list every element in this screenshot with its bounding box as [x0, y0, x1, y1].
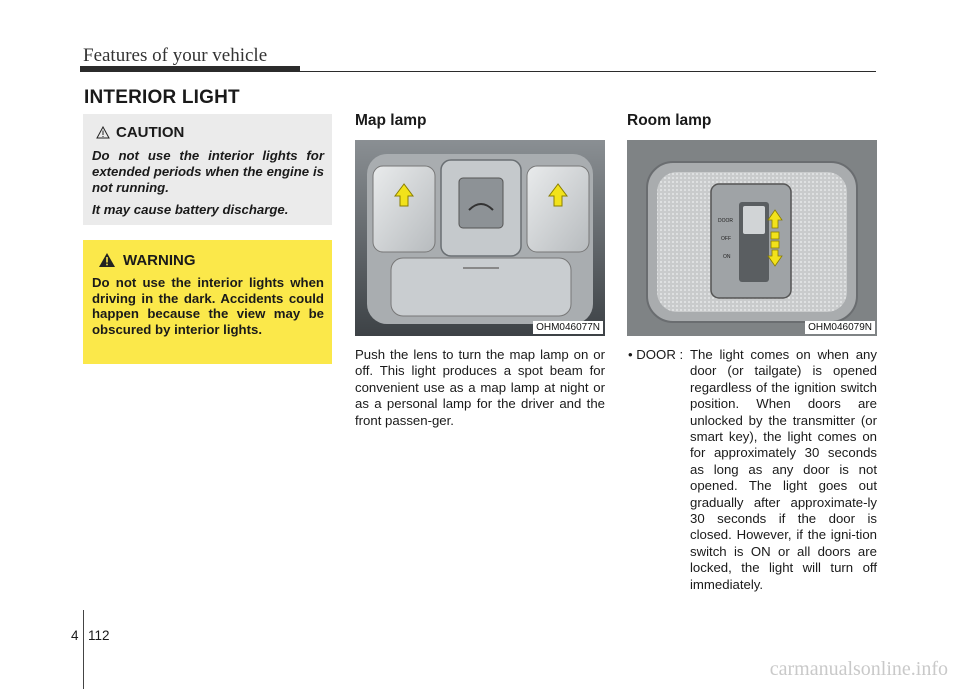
map-lamp-image-code: OHM046077N	[533, 321, 603, 334]
section-title: INTERIOR LIGHT	[84, 87, 240, 108]
map-lamp-photo	[355, 140, 605, 336]
watermark: carmanualsonline.info	[769, 658, 948, 680]
warning-text: Do not use the interior lights when driving in the dark. Accidents could happen because the view may be obscured by interior lights.	[92, 275, 324, 337]
caution-box	[83, 114, 332, 225]
caution-triangle-icon	[96, 126, 110, 139]
map-lamp-illustration	[355, 140, 605, 336]
caution-text-1: Do not use the interior lights for extended periods when the engine is not running.	[92, 148, 324, 195]
header-title: Features of your vehicle	[83, 45, 268, 66]
map-lamp-text: Push the lens to turn the map lamp on or off. This light produces a spot beam for convenient use as a map lamp at night or as a personal lamp for the driver and the front passen-ger.	[355, 347, 605, 428]
room-lamp-door-text: The light comes on when any door (or tailgate) is opened regardless of the ignition switch position. When doors are unlocked by the transmitter (or smart key), the light comes on for approximately 30 seconds as long as any door is not opened. The light goes out gradually after approximate-ly 30 seconds if the door is closed. However, if the igni-tion switch is ON or all doors are locked, the light will turn off immediately.	[690, 347, 877, 592]
map-lamp-title: Map lamp	[355, 112, 427, 129]
caution-title: CAUTION	[116, 123, 185, 141]
room-lamp-illustration	[627, 140, 877, 336]
warning-box	[83, 240, 332, 364]
switch-label-door: DOOR	[718, 218, 733, 224]
warning-title: WARNING	[123, 251, 196, 269]
room-lamp-list	[628, 347, 877, 593]
room-lamp-photo	[627, 140, 877, 336]
caution-heading	[96, 120, 324, 144]
switch-label-on: ON	[723, 254, 731, 260]
header-rule	[300, 71, 876, 72]
page-number: 112	[88, 628, 110, 643]
switch-label-off: OFF	[721, 236, 731, 242]
caution-text-2: It may cause battery discharge.	[92, 202, 289, 217]
room-lamp-image-code: OHM046079N	[805, 321, 875, 334]
room-lamp-door-label: • DOOR :	[628, 347, 684, 362]
warning-triangle-icon	[98, 252, 116, 268]
header-bar	[80, 66, 300, 72]
footer-divider	[83, 610, 84, 689]
warning-heading	[98, 250, 324, 270]
chapter-number: 4	[71, 628, 79, 643]
list-item	[628, 347, 877, 593]
room-lamp-title: Room lamp	[627, 112, 712, 129]
